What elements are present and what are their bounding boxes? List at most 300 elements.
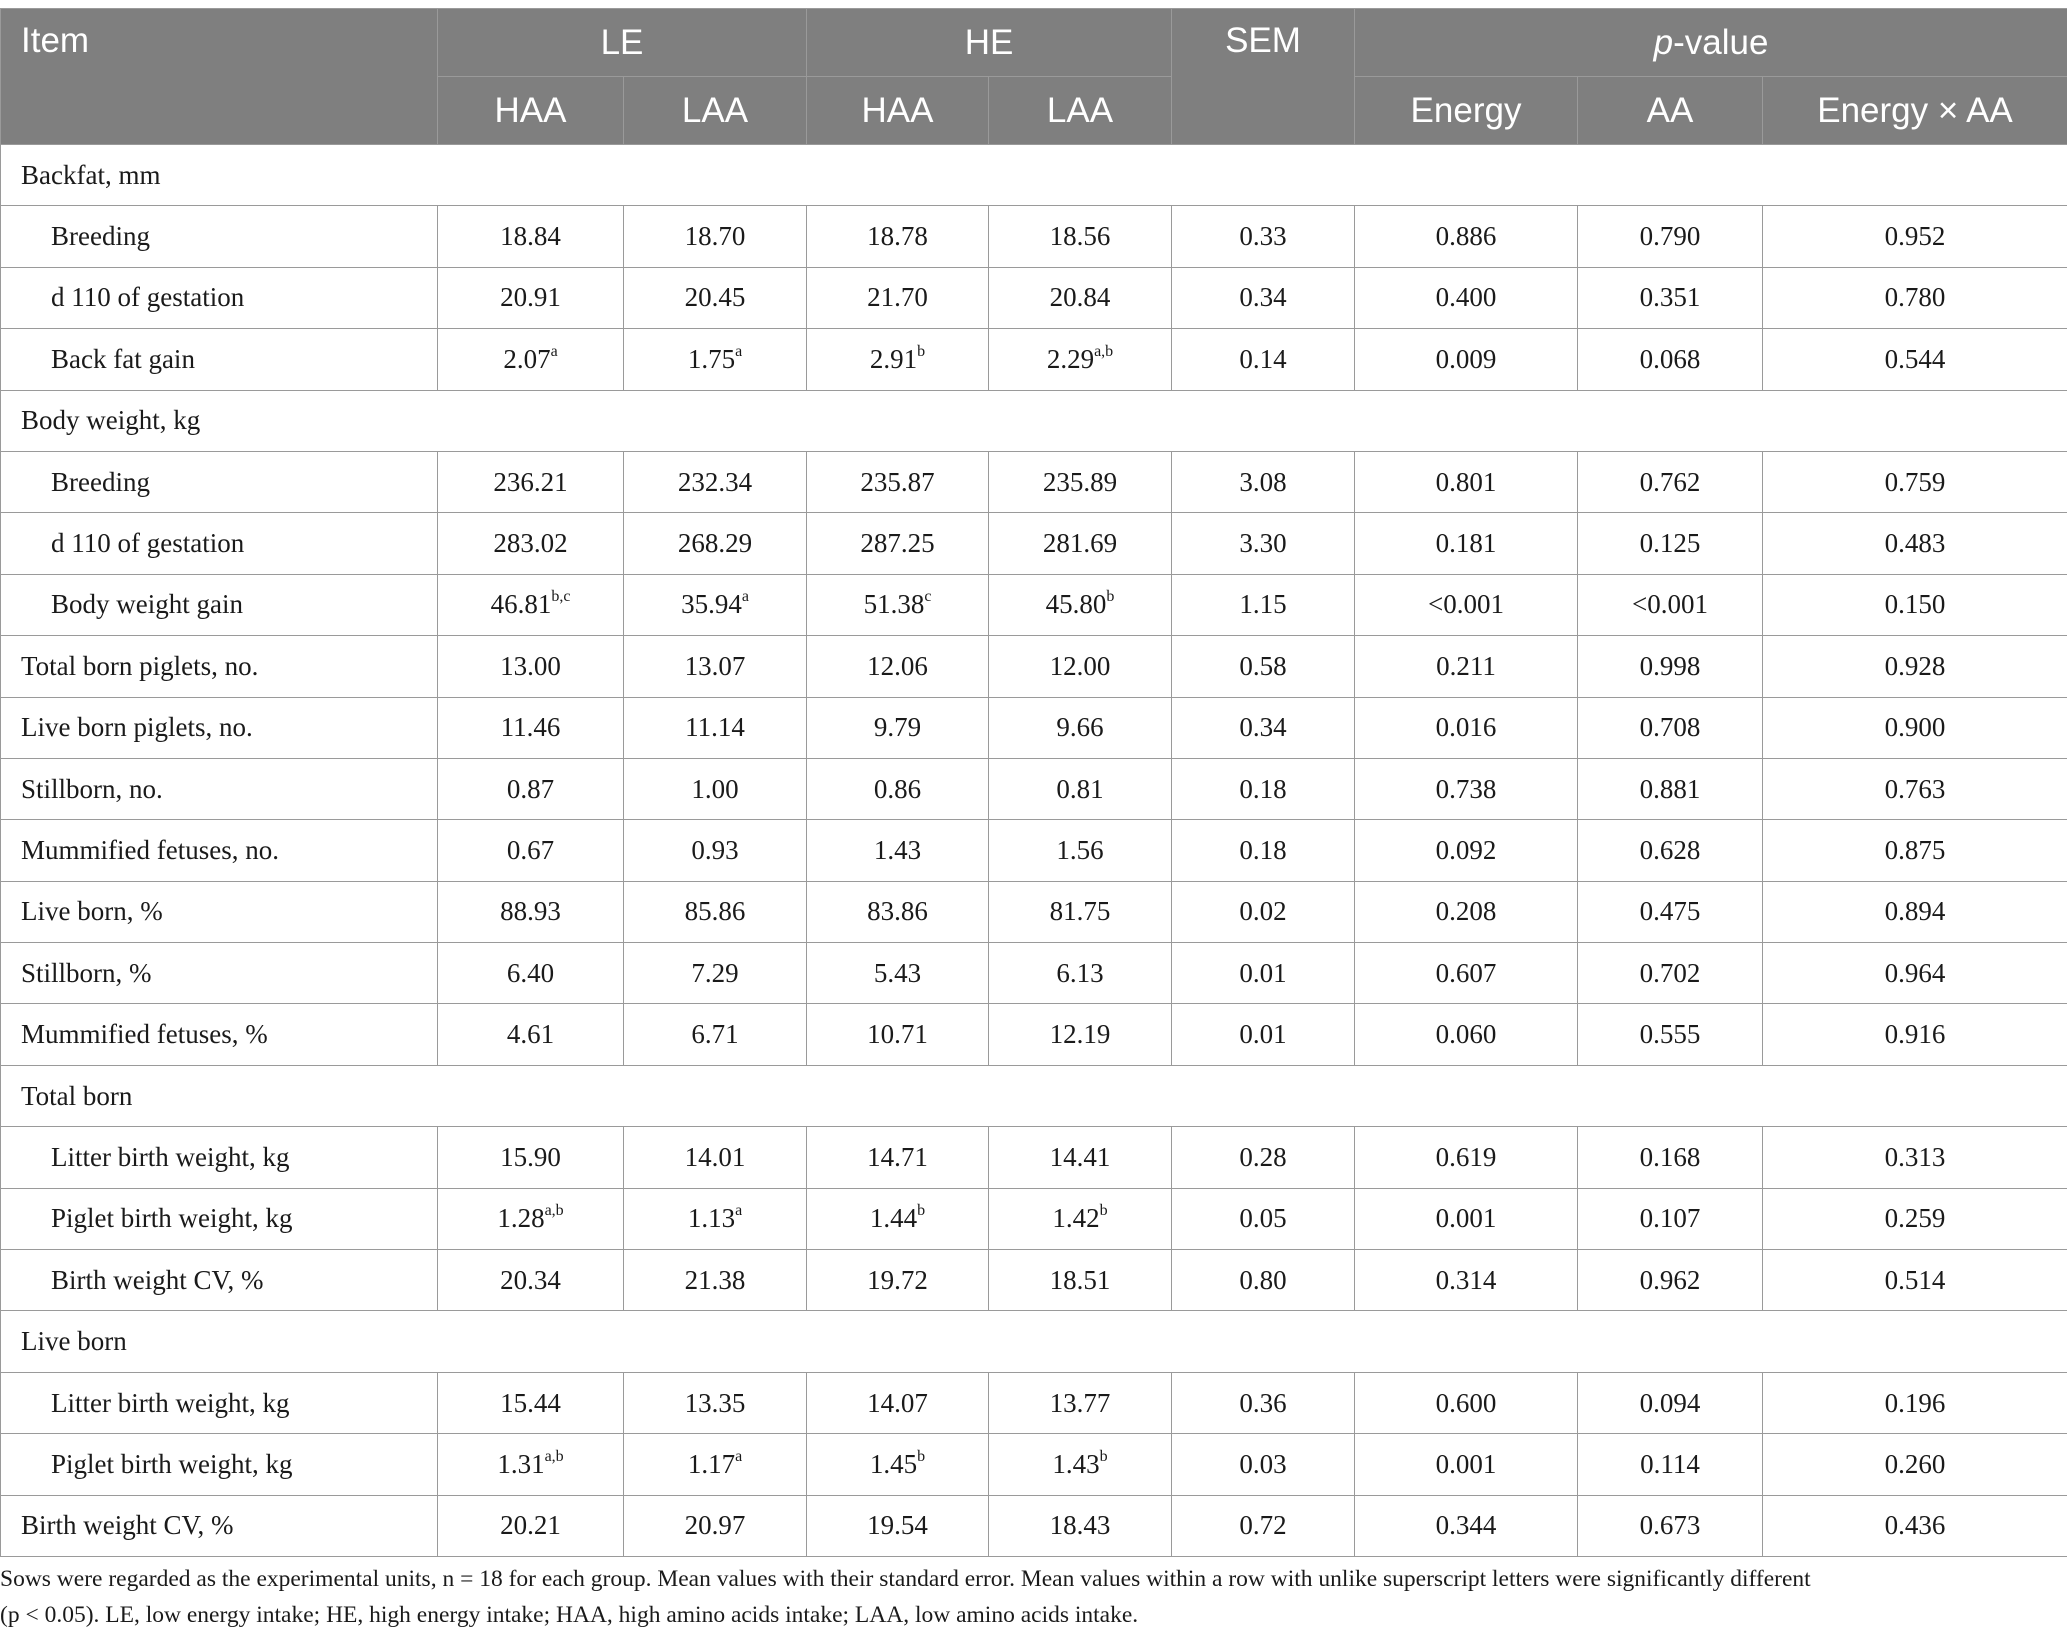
cell-value: 1.17 xyxy=(687,1448,736,1479)
cell-value: 0.93 xyxy=(691,834,739,865)
cell-le-laa xyxy=(624,329,807,390)
cell-sem: 0.80 xyxy=(1172,1250,1355,1311)
table-row xyxy=(1,820,2067,881)
cell-he-laa xyxy=(989,574,1172,635)
cell-le-laa xyxy=(624,943,807,1004)
cell-sem: 0.34 xyxy=(1172,267,1355,328)
row-label: Stillborn, % xyxy=(1,943,438,1004)
section-row xyxy=(1,1065,2067,1126)
results-table xyxy=(0,8,2067,1557)
significance-superscript: b xyxy=(917,342,926,360)
row-label: Live born, % xyxy=(1,881,438,942)
row-label: Back fat gain xyxy=(1,329,438,390)
section-row xyxy=(1,1311,2067,1372)
cell-value: 15.44 xyxy=(500,1387,561,1418)
cell-value: 18.43 xyxy=(1049,1510,1111,1541)
cell-value: 13.00 xyxy=(500,650,561,681)
section-label: Body weight, kg xyxy=(1,390,438,451)
cell-p-energy: 0.211 xyxy=(1355,636,1578,697)
significance-superscript: a xyxy=(735,342,743,360)
cell-value: 235.89 xyxy=(1042,466,1118,497)
significance-superscript: b xyxy=(1099,1447,1108,1465)
cell-he-haa xyxy=(807,1250,989,1311)
significance-superscript: a xyxy=(550,342,558,360)
header-row-groups xyxy=(1,9,2067,77)
section-label: Backfat, mm xyxy=(1,145,438,206)
cell-le-haa xyxy=(438,697,624,758)
cell-p-aa: 0.998 xyxy=(1578,636,1763,697)
cell-he-haa xyxy=(807,758,989,819)
cell-sem: 0.33 xyxy=(1172,206,1355,267)
section-row xyxy=(1,390,2067,451)
cell-value: 1.43 xyxy=(873,834,922,865)
cell-p-aa: 0.628 xyxy=(1578,820,1763,881)
cell-p-aa: 0.475 xyxy=(1578,881,1763,942)
table-row xyxy=(1,697,2067,758)
row-label: Birth weight CV, % xyxy=(1,1495,438,1556)
cell-value: 14.71 xyxy=(867,1141,928,1172)
cell-sem: 0.28 xyxy=(1172,1127,1355,1188)
cell-le-haa xyxy=(438,1372,624,1433)
cell-sem: 0.18 xyxy=(1172,820,1355,881)
cell-le-laa xyxy=(624,206,807,267)
cell-p-energy-x-aa: 0.150 xyxy=(1763,574,2067,635)
cell-value: 20.45 xyxy=(684,282,746,313)
cell-sem: 0.05 xyxy=(1172,1188,1355,1249)
cell-value: 287.25 xyxy=(860,528,935,559)
cell-he-haa xyxy=(807,574,989,635)
cell-p-aa: 0.555 xyxy=(1578,1004,1763,1065)
cell-le-laa xyxy=(624,1250,807,1311)
footnote-line-1: Sows were regarded as the experimental units, n = 18 for each group. Mean values with their standard error. Mean values within a row with unlike superscript letters were significantly different xyxy=(0,1566,1811,1592)
cell-value: 281.69 xyxy=(1042,528,1118,559)
section-row xyxy=(1,145,2067,206)
cell-value: 46.81 xyxy=(490,589,552,620)
section-spacer xyxy=(438,1065,2067,1126)
cell-sem: 3.08 xyxy=(1172,451,1355,512)
cell-sem: 0.14 xyxy=(1172,329,1355,390)
cell-le-haa xyxy=(438,1434,624,1495)
row-label: Body weight gain xyxy=(1,574,438,635)
table-body xyxy=(1,145,2067,1557)
cell-he-haa xyxy=(807,1188,989,1249)
row-label: Breeding xyxy=(1,451,438,512)
cell-he-laa xyxy=(989,513,1172,574)
significance-superscript: b xyxy=(1099,1202,1108,1220)
cell-value: 14.01 xyxy=(684,1141,746,1172)
cell-value: 6.13 xyxy=(1056,957,1104,988)
header-pvalue xyxy=(1355,9,2067,77)
row-label: d 110 of gestation xyxy=(1,513,438,574)
cell-he-laa xyxy=(989,267,1172,328)
table-row xyxy=(1,1188,2067,1249)
cell-value: 0.67 xyxy=(506,834,555,865)
header-le: LE xyxy=(438,9,807,77)
cell-p-energy-x-aa: 0.313 xyxy=(1763,1127,2067,1188)
cell-p-energy-x-aa: 0.928 xyxy=(1763,636,2067,697)
cell-he-laa xyxy=(989,1250,1172,1311)
table-row xyxy=(1,574,2067,635)
cell-value: 18.56 xyxy=(1049,221,1111,252)
cell-he-laa xyxy=(989,820,1172,881)
cell-value: 1.56 xyxy=(1056,834,1104,865)
table-row xyxy=(1,267,2067,328)
header-he-laa: LAA xyxy=(989,77,1172,145)
cell-he-laa xyxy=(989,329,1172,390)
cell-le-haa xyxy=(438,451,624,512)
cell-le-haa xyxy=(438,1495,624,1556)
cell-value: 10.71 xyxy=(867,1019,928,1050)
cell-he-haa xyxy=(807,451,989,512)
cell-p-energy: 0.886 xyxy=(1355,206,1578,267)
cell-value: 2.29 xyxy=(1046,343,1095,374)
table-row xyxy=(1,1434,2067,1495)
cell-p-energy-x-aa: 0.196 xyxy=(1763,1372,2067,1433)
cell-le-haa xyxy=(438,1250,624,1311)
footnote-line-2: (p < 0.05). LE, low energy intake; HE, high energy intake; HAA, high amino acids intake; LAA, low amino acids intake. xyxy=(0,1602,1139,1628)
cell-p-aa: 0.168 xyxy=(1578,1127,1763,1188)
cell-p-aa: 0.962 xyxy=(1578,1250,1763,1311)
row-label: Stillborn, no. xyxy=(1,758,438,819)
cell-value: 51.38 xyxy=(863,589,925,620)
cell-value: 13.35 xyxy=(684,1387,746,1418)
cell-p-aa: 0.702 xyxy=(1578,943,1763,1004)
cell-p-energy: 0.801 xyxy=(1355,451,1578,512)
cell-value: 1.44 xyxy=(869,1203,918,1234)
cell-he-laa xyxy=(989,1372,1172,1433)
cell-value: 21.70 xyxy=(867,282,928,313)
cell-le-laa xyxy=(624,820,807,881)
table-row xyxy=(1,1004,2067,1065)
cell-value: 1.28 xyxy=(497,1203,545,1234)
cell-value: 20.84 xyxy=(1049,282,1111,313)
cell-p-aa: 0.107 xyxy=(1578,1188,1763,1249)
cell-he-haa xyxy=(807,267,989,328)
cell-value: 14.07 xyxy=(867,1387,928,1418)
significance-superscript: a,b xyxy=(544,1202,564,1220)
cell-p-energy: 0.016 xyxy=(1355,697,1578,758)
cell-p-energy-x-aa: 0.259 xyxy=(1763,1188,2067,1249)
cell-p-energy: 0.600 xyxy=(1355,1372,1578,1433)
section-label: Total born xyxy=(1,1065,438,1126)
cell-p-energy: 0.619 xyxy=(1355,1127,1578,1188)
cell-value: 15.90 xyxy=(500,1141,561,1172)
cell-he-laa xyxy=(989,1004,1172,1065)
row-label: Total born piglets, no. xyxy=(1,636,438,697)
cell-le-haa xyxy=(438,267,624,328)
cell-value: 81.75 xyxy=(1049,896,1111,927)
cell-le-haa xyxy=(438,881,624,942)
table-row xyxy=(1,943,2067,1004)
cell-p-energy: 0.009 xyxy=(1355,329,1578,390)
cell-sem: 0.34 xyxy=(1172,697,1355,758)
cell-value: 1.31 xyxy=(497,1448,545,1479)
cell-value: 88.93 xyxy=(500,896,561,927)
cell-le-haa xyxy=(438,1004,624,1065)
cell-value: 0.81 xyxy=(1056,773,1104,804)
table-row xyxy=(1,513,2067,574)
cell-p-energy: 0.060 xyxy=(1355,1004,1578,1065)
significance-superscript: b,c xyxy=(551,588,571,606)
row-label: Breeding xyxy=(1,206,438,267)
cell-value: 19.54 xyxy=(867,1510,928,1541)
cell-p-energy: 0.400 xyxy=(1355,267,1578,328)
cell-sem: 3.30 xyxy=(1172,513,1355,574)
cell-value: 18.84 xyxy=(500,221,561,252)
cell-p-energy: 0.181 xyxy=(1355,513,1578,574)
cell-le-haa xyxy=(438,1127,624,1188)
significance-superscript: c xyxy=(924,588,932,606)
cell-he-haa xyxy=(807,1495,989,1556)
cell-sem: 0.58 xyxy=(1172,636,1355,697)
cell-value: 4.61 xyxy=(506,1019,555,1050)
significance-superscript: a xyxy=(735,1447,743,1465)
cell-le-laa xyxy=(624,881,807,942)
cell-value: 0.87 xyxy=(506,773,555,804)
cell-le-laa xyxy=(624,1372,807,1433)
cell-p-energy: 0.344 xyxy=(1355,1495,1578,1556)
cell-value: 14.41 xyxy=(1049,1141,1111,1172)
cell-value: 1.42 xyxy=(1052,1203,1100,1234)
cell-le-laa xyxy=(624,1004,807,1065)
row-label: Litter birth weight, kg xyxy=(1,1127,438,1188)
cell-value: 1.75 xyxy=(687,343,736,374)
header-energy: Energy xyxy=(1355,77,1578,145)
table-row xyxy=(1,1372,2067,1433)
cell-le-laa xyxy=(624,758,807,819)
cell-p-aa: 0.351 xyxy=(1578,267,1763,328)
cell-le-haa xyxy=(438,758,624,819)
cell-sem: 0.02 xyxy=(1172,881,1355,942)
header-item: Item xyxy=(1,9,438,145)
header-he: HE xyxy=(807,9,1172,77)
cell-p-aa: <0.001 xyxy=(1578,574,1763,635)
section-spacer xyxy=(438,145,2067,206)
cell-le-haa xyxy=(438,1188,624,1249)
cell-value: 18.51 xyxy=(1049,1264,1111,1295)
cell-p-energy: 0.314 xyxy=(1355,1250,1578,1311)
cell-he-haa xyxy=(807,1127,989,1188)
cell-p-energy-x-aa: 0.260 xyxy=(1763,1434,2067,1495)
cell-he-laa xyxy=(989,206,1172,267)
cell-value: 1.45 xyxy=(869,1448,918,1479)
cell-he-haa xyxy=(807,943,989,1004)
header-aa: AA xyxy=(1578,77,1763,145)
table-row xyxy=(1,1250,2067,1311)
cell-he-haa xyxy=(807,636,989,697)
row-label: Litter birth weight, kg xyxy=(1,1372,438,1433)
cell-sem: 0.36 xyxy=(1172,1372,1355,1433)
cell-value: 1.13 xyxy=(687,1203,736,1234)
cell-value: 21.38 xyxy=(684,1264,746,1295)
cell-p-aa: 0.094 xyxy=(1578,1372,1763,1433)
cell-value: 1.43 xyxy=(1052,1448,1100,1479)
cell-he-laa xyxy=(989,1434,1172,1495)
cell-he-laa xyxy=(989,1127,1172,1188)
header-energy-x-aa: Energy × AA xyxy=(1763,77,2067,145)
cell-value: 0.86 xyxy=(873,773,922,804)
cell-he-laa xyxy=(989,881,1172,942)
cell-p-energy-x-aa: 0.436 xyxy=(1763,1495,2067,1556)
header-he-haa: HAA xyxy=(807,77,989,145)
cell-p-aa: 0.790 xyxy=(1578,206,1763,267)
significance-superscript: a,b xyxy=(544,1447,564,1465)
cell-value: 20.21 xyxy=(500,1510,561,1541)
cell-value: 35.94 xyxy=(681,589,742,620)
cell-sem: 0.18 xyxy=(1172,758,1355,819)
header-pvalue-rest: -value xyxy=(1673,22,1769,62)
cell-value: 235.87 xyxy=(860,466,935,497)
cell-he-laa xyxy=(989,636,1172,697)
cell-he-laa xyxy=(989,1188,1172,1249)
cell-value: 2.07 xyxy=(503,343,551,374)
significance-superscript: b xyxy=(917,1202,926,1220)
cell-value: 268.29 xyxy=(677,528,753,559)
cell-p-energy: 0.208 xyxy=(1355,881,1578,942)
cell-le-haa xyxy=(438,513,624,574)
cell-value: 9.79 xyxy=(873,712,922,743)
cell-le-laa xyxy=(624,697,807,758)
cell-value: 1.00 xyxy=(691,773,739,804)
cell-p-energy: 0.092 xyxy=(1355,820,1578,881)
cell-he-haa xyxy=(807,1372,989,1433)
cell-he-haa xyxy=(807,329,989,390)
cell-p-energy-x-aa: 0.964 xyxy=(1763,943,2067,1004)
cell-value: 6.40 xyxy=(506,957,555,988)
cell-p-aa: 0.762 xyxy=(1578,451,1763,512)
cell-sem: 0.03 xyxy=(1172,1434,1355,1495)
cell-he-haa xyxy=(807,1434,989,1495)
table-row xyxy=(1,329,2067,390)
cell-p-energy-x-aa: 0.894 xyxy=(1763,881,2067,942)
significance-superscript: a,b xyxy=(1094,342,1114,360)
table-row xyxy=(1,1495,2067,1556)
cell-value: 6.71 xyxy=(691,1019,739,1050)
cell-value: 85.86 xyxy=(684,896,746,927)
header-le-laa: LAA xyxy=(624,77,807,145)
cell-value: 12.00 xyxy=(1049,650,1111,681)
cell-value: 45.80 xyxy=(1045,589,1107,620)
cell-sem: 0.01 xyxy=(1172,1004,1355,1065)
cell-value: 83.86 xyxy=(867,896,928,927)
cell-p-energy-x-aa: 0.763 xyxy=(1763,758,2067,819)
table-header xyxy=(1,9,2067,145)
table-row xyxy=(1,758,2067,819)
section-spacer xyxy=(438,1311,2067,1372)
cell-value: 18.78 xyxy=(867,221,928,252)
row-label: d 110 of gestation xyxy=(1,267,438,328)
cell-value: 13.77 xyxy=(1049,1387,1111,1418)
cell-value: 5.43 xyxy=(873,957,922,988)
cell-value: 232.34 xyxy=(677,466,753,497)
table-row xyxy=(1,636,2067,697)
cell-p-energy-x-aa: 0.952 xyxy=(1763,206,2067,267)
cell-p-aa: 0.673 xyxy=(1578,1495,1763,1556)
cell-he-laa xyxy=(989,697,1172,758)
cell-he-haa xyxy=(807,513,989,574)
row-label: Live born piglets, no. xyxy=(1,697,438,758)
cell-he-laa xyxy=(989,943,1172,1004)
cell-value: 19.72 xyxy=(867,1264,928,1295)
cell-value: 9.66 xyxy=(1056,712,1104,743)
section-spacer xyxy=(438,390,2067,451)
significance-superscript: b xyxy=(917,1447,926,1465)
cell-he-laa xyxy=(989,1495,1172,1556)
section-label: Live born xyxy=(1,1311,438,1372)
cell-le-laa xyxy=(624,1495,807,1556)
cell-p-aa: 0.114 xyxy=(1578,1434,1763,1495)
header-pvalue-p: p xyxy=(1653,22,1674,62)
significance-superscript: a xyxy=(741,588,749,606)
cell-le-laa xyxy=(624,636,807,697)
cell-p-energy-x-aa: 0.780 xyxy=(1763,267,2067,328)
cell-le-laa xyxy=(624,267,807,328)
cell-sem: 0.01 xyxy=(1172,943,1355,1004)
cell-he-laa xyxy=(989,451,1172,512)
cell-le-laa xyxy=(624,451,807,512)
cell-value: 283.02 xyxy=(493,528,568,559)
cell-p-energy-x-aa: 0.875 xyxy=(1763,820,2067,881)
cell-p-energy-x-aa: 0.544 xyxy=(1763,329,2067,390)
cell-value: 12.19 xyxy=(1049,1019,1111,1050)
cell-value: 7.29 xyxy=(691,957,739,988)
cell-value: 13.07 xyxy=(684,650,746,681)
cell-value: 2.91 xyxy=(869,343,918,374)
cell-le-laa xyxy=(624,1188,807,1249)
cell-value: 20.97 xyxy=(684,1510,746,1541)
row-label: Mummified fetuses, no. xyxy=(1,820,438,881)
significance-superscript: a xyxy=(735,1202,743,1220)
cell-sem: 0.72 xyxy=(1172,1495,1355,1556)
cell-value: 20.34 xyxy=(500,1264,561,1295)
cell-he-laa xyxy=(989,758,1172,819)
cell-le-haa xyxy=(438,329,624,390)
cell-value: 12.06 xyxy=(867,650,928,681)
cell-p-energy: 0.738 xyxy=(1355,758,1578,819)
cell-p-energy-x-aa: 0.916 xyxy=(1763,1004,2067,1065)
cell-p-aa: 0.125 xyxy=(1578,513,1763,574)
cell-value: 20.91 xyxy=(500,282,561,313)
cell-sem: 1.15 xyxy=(1172,574,1355,635)
cell-p-aa: 0.068 xyxy=(1578,329,1763,390)
cell-p-aa: 0.881 xyxy=(1578,758,1763,819)
row-label: Piglet birth weight, kg xyxy=(1,1434,438,1495)
cell-le-haa xyxy=(438,820,624,881)
cell-value: 236.21 xyxy=(493,466,568,497)
table-row xyxy=(1,206,2067,267)
data-table-container xyxy=(0,8,2067,1557)
cell-le-laa xyxy=(624,1127,807,1188)
cell-p-energy-x-aa: 0.900 xyxy=(1763,697,2067,758)
cell-he-haa xyxy=(807,206,989,267)
cell-le-laa xyxy=(624,574,807,635)
cell-he-haa xyxy=(807,697,989,758)
row-label: Mummified fetuses, % xyxy=(1,1004,438,1065)
cell-le-haa xyxy=(438,943,624,1004)
row-label: Piglet birth weight, kg xyxy=(1,1188,438,1249)
cell-le-haa xyxy=(438,206,624,267)
cell-p-energy: 0.001 xyxy=(1355,1434,1578,1495)
header-sem: SEM xyxy=(1172,9,1355,145)
cell-p-energy-x-aa: 0.514 xyxy=(1763,1250,2067,1311)
cell-he-haa xyxy=(807,1004,989,1065)
cell-p-energy-x-aa: 0.759 xyxy=(1763,451,2067,512)
cell-value: 11.14 xyxy=(685,712,745,743)
cell-le-laa xyxy=(624,513,807,574)
cell-le-haa xyxy=(438,636,624,697)
significance-superscript: b xyxy=(1106,588,1115,606)
cell-p-energy-x-aa: 0.483 xyxy=(1763,513,2067,574)
